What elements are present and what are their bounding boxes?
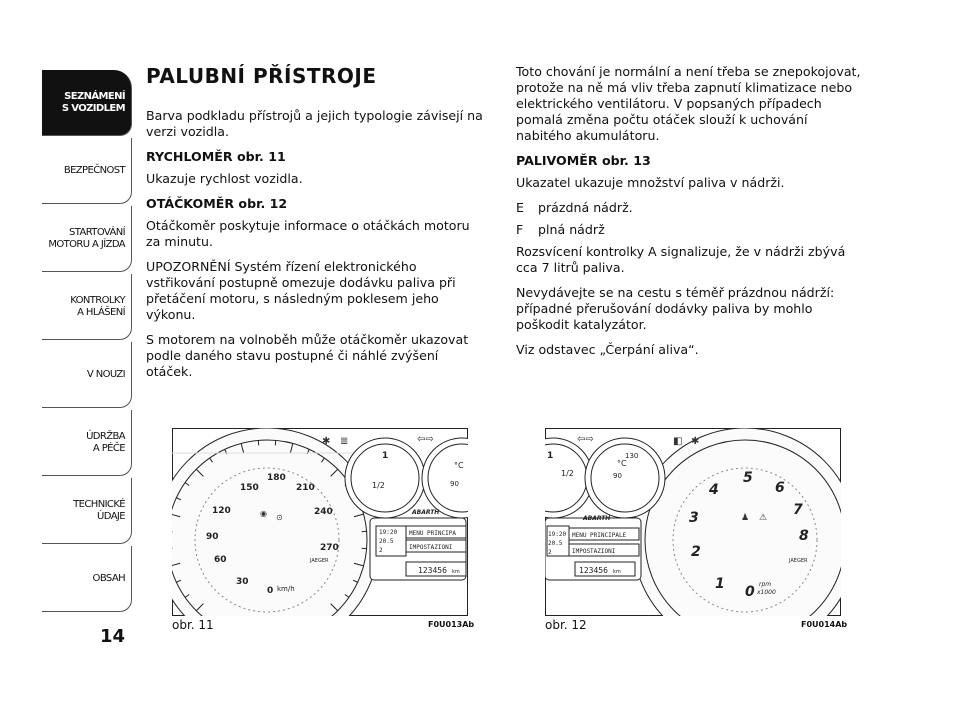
- tab-v-nouzi[interactable]: [42, 342, 132, 408]
- speed-label: 270: [320, 543, 339, 553]
- display-temp: 20.5: [548, 540, 563, 547]
- beam-icon: ✱: [322, 436, 331, 447]
- page-number: 14: [100, 626, 126, 647]
- figure-12-code: F0U014Ab: [801, 620, 848, 629]
- fog-light-icon: ✱: [691, 436, 700, 447]
- speed-zero: 0: [267, 586, 274, 596]
- speedometer-illustration: [172, 428, 468, 616]
- figure-11-caption: obr. 11: [172, 618, 214, 632]
- temp-unit: °C: [454, 461, 464, 470]
- fuel-half: 1/2: [561, 469, 574, 478]
- tab-bezpecnost[interactable]: [42, 138, 132, 204]
- rpm-label: 2: [691, 544, 701, 560]
- page-title: PALUBNÍ PŘÍSTROJE: [146, 64, 377, 88]
- rpm-label: 4: [709, 482, 719, 498]
- reference-paragraph: Viz odstavec „Čerpání aliva“.: [516, 342, 699, 357]
- tab-label: V NOUZI: [86, 368, 125, 380]
- turn-signal-icon: ⇦⇨: [577, 434, 594, 445]
- tab-label: STARTOVÁNÍ MOTORU A JÍZDA: [48, 226, 125, 250]
- display-time: 19:20: [548, 531, 567, 538]
- low-beam-icon: ◧: [673, 436, 683, 447]
- display-odometer: 123456: [418, 566, 447, 575]
- intro-paragraph: Barva podkladu přístrojů a jejich typologie závisejí na verzi vozidla.: [146, 108, 483, 139]
- tab-udrzba[interactable]: [42, 410, 132, 476]
- maker-label: JAEGER: [789, 558, 808, 564]
- tachometer-illustration: [545, 428, 841, 616]
- speed-label: 180: [267, 473, 286, 483]
- display-time: 19:20: [379, 529, 398, 536]
- warning-paragraph: UPOZORNĚNÍ Systém řízení elektronického vstřikování postupně omezuje dodávku paliva při přetáčení motoru, s následným poklesem jeho výkonu.: [146, 259, 456, 322]
- rpm-label: 8: [799, 528, 809, 544]
- tab-label: KONTROLKY A HLÁŠENÍ: [70, 294, 125, 318]
- oil-icon: ⚠: [759, 513, 768, 523]
- figure-tachometer: [545, 428, 841, 616]
- tab-label: SEZNÁMENÍ S VOZIDLEM: [61, 90, 125, 114]
- tab-kontrolky[interactable]: [42, 274, 132, 340]
- display-odometer: 123456: [579, 566, 608, 575]
- seatbelt-icon: ♟: [741, 513, 750, 523]
- tab-label: ÚDRŽBA A PÉČE: [86, 430, 125, 454]
- display-odometer-unit: km: [452, 569, 460, 575]
- right-column: [516, 64, 866, 367]
- speed-label: 60: [214, 555, 227, 565]
- speed-label: 90: [206, 532, 219, 542]
- temp-mark: 90: [450, 480, 459, 488]
- reserve-paragraph: Rozsvícení kontrolky A signalizuje, že v nádrži zbývá cca 7 litrů paliva.: [516, 244, 846, 275]
- behaviour-paragraph: Toto chování je normální a není třeba se znepokojovat, protože na ně má vliv třeba zapnutí klimatizace nebo elektrického ventilátoru. V popsaných případech pomalá změna počtu otáček slouží k uchování nabitého akumulátoru.: [516, 64, 861, 143]
- display-gear: 2: [379, 547, 383, 554]
- display-settings: IMPOSTAZIONI: [572, 548, 616, 555]
- rpm-label: 7: [793, 502, 803, 518]
- chapter-sidebar: [42, 70, 132, 614]
- figure-12-caption: obr. 12: [545, 618, 587, 632]
- display-menu: MENU PRINCIPALE: [572, 532, 627, 539]
- tachometer-heading: OTÁČKOMĚR obr. 12: [146, 196, 288, 211]
- tab-label: OBSAH: [92, 572, 125, 584]
- display-odometer-unit: km: [613, 569, 621, 575]
- low-beam-icon: ≣: [340, 436, 349, 447]
- fuel-full: 1: [547, 451, 554, 461]
- tab-startovani[interactable]: [42, 206, 132, 272]
- rpm-label: 6: [775, 480, 785, 496]
- speed-label: 240: [314, 507, 333, 517]
- warning-light-icon: ◉: [260, 509, 267, 518]
- tachometer-text: Otáčkoměr poskytuje informace o otáčkách motoru za minutu.: [146, 218, 470, 249]
- display-temp: 20.5: [379, 538, 394, 545]
- rpm-label: 1: [715, 576, 725, 592]
- brand-label: ABARTH: [583, 515, 611, 522]
- speedometer-text: Ukazuje rychlost vozidla.: [146, 171, 303, 186]
- tab-label: BEZPEČNOST: [63, 164, 125, 176]
- tab-label: TECHNICKÉ ÚDAJE: [73, 498, 125, 522]
- turn-signal-icon: ⇦⇨: [417, 434, 434, 445]
- display-gear: 2: [548, 549, 552, 556]
- temp-mark: 90: [613, 472, 622, 480]
- speed-label: 210: [296, 483, 315, 493]
- fuel-gauge-text: Ukazatel ukazuje množství paliva v nádrži.: [516, 175, 785, 190]
- idle-paragraph: S motorem na volnoběh může otáčkoměr ukazovat podle daného stavu postupné či náhlé zvýšení otáček.: [146, 332, 469, 379]
- speedometer-heading: RYCHLOMĚR obr. 11: [146, 149, 286, 164]
- tab-seznameni[interactable]: [42, 70, 132, 136]
- rpm-multiplier: x1000: [757, 589, 776, 596]
- fuel-gauge-heading: PALIVOMĚR obr. 13: [516, 153, 651, 168]
- speed-label: 150: [240, 483, 259, 493]
- tab-technicke[interactable]: [42, 478, 132, 544]
- list-item-f: F plná nádrž: [516, 222, 605, 237]
- figure-speedometer: [172, 428, 468, 616]
- display-menu: MENU PRINCIPA: [409, 530, 456, 537]
- brand-label: ABARTH: [412, 509, 440, 516]
- rpm-label: 0: [745, 584, 755, 600]
- display-settings: IMPOSTAZIONI: [409, 544, 453, 551]
- speed-unit: km/h: [277, 585, 295, 593]
- tab-obsah[interactable]: [42, 546, 132, 612]
- speed-label: 30: [236, 577, 249, 587]
- rpm-label: 5: [743, 470, 753, 486]
- rpm-unit: rpm: [759, 581, 772, 588]
- list-item-e: E prázdná nádrž.: [516, 200, 633, 215]
- temp-max: 130: [625, 452, 639, 460]
- caution-paragraph: Nevydávejte se na cestu s téměř prázdnou nádrží: případné přerušování dodávky paliva by mohlo poškodit katalyzátor.: [516, 285, 835, 332]
- rpm-label: 3: [689, 510, 699, 526]
- temp-unit: °C: [617, 459, 627, 468]
- brake-light-icon: ⊙: [276, 513, 283, 522]
- fuel-full: 1: [382, 451, 389, 461]
- maker-label: JAEGER: [310, 558, 329, 564]
- speed-label: 120: [212, 506, 231, 516]
- left-column: [146, 64, 486, 389]
- figure-11-code: F0U013Ab: [428, 620, 475, 629]
- fuel-half: 1/2: [372, 481, 385, 490]
